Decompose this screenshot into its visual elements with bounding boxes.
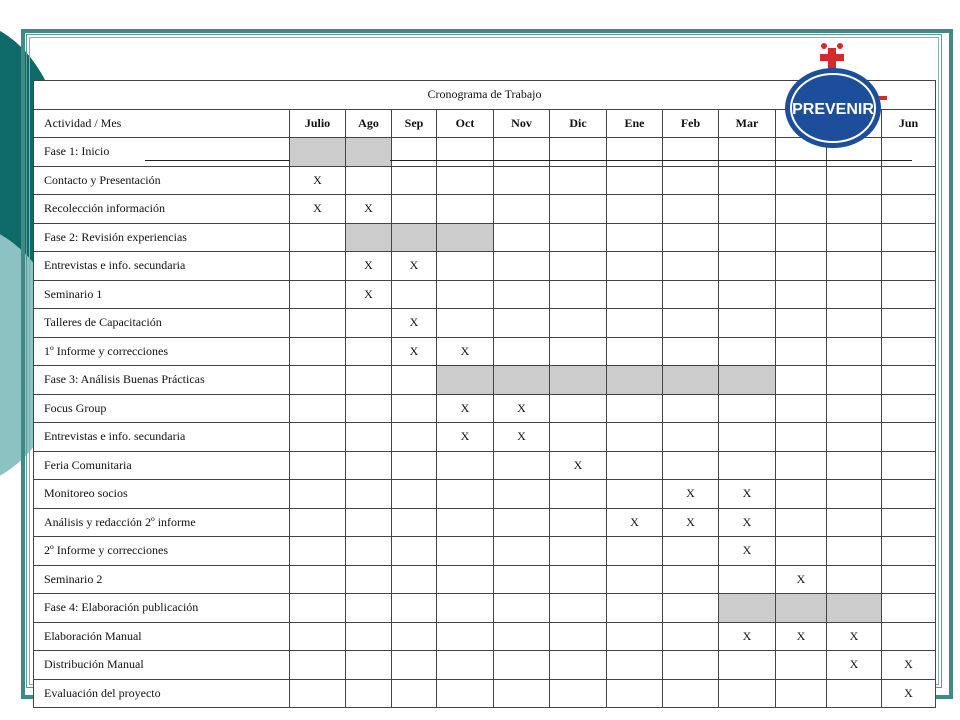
schedule-cell: [290, 394, 346, 423]
schedule-cell: [607, 337, 663, 366]
schedule-cell: [550, 280, 607, 309]
schedule-cell: [437, 309, 494, 338]
schedule-cell: [392, 537, 437, 566]
schedule-cell: [607, 451, 663, 480]
phase-shade-cell: [346, 223, 392, 252]
phase-shade-cell: [392, 223, 437, 252]
schedule-cell: [827, 309, 882, 338]
schedule-cell: [392, 451, 437, 480]
schedule-cell: [346, 651, 392, 680]
activity-label: Análisis y redacción 2º informe: [34, 508, 290, 537]
schedule-cell: [550, 480, 607, 509]
schedule-cell: [392, 565, 437, 594]
schedule-cell: [550, 508, 607, 537]
schedule-cell: [882, 337, 936, 366]
activity-row: [34, 679, 936, 708]
schedule-cell: [494, 651, 550, 680]
schedule-mark: X: [346, 280, 392, 309]
activity-row: [34, 537, 936, 566]
activity-label: Elaboración Manual: [34, 622, 290, 651]
schedule-cell: [392, 651, 437, 680]
activity-label: Focus Group: [34, 394, 290, 423]
schedule-cell: [392, 480, 437, 509]
schedule-cell: [494, 337, 550, 366]
schedule-cell: [776, 280, 827, 309]
schedule-cell: [437, 565, 494, 594]
activity-row: [34, 166, 936, 195]
schedule-cell: [719, 309, 776, 338]
phase-shade-cell: [827, 594, 882, 623]
schedule-cell: [827, 423, 882, 452]
schedule-cell: [607, 651, 663, 680]
schedule-cell: [290, 366, 346, 395]
schedule-cell: [437, 679, 494, 708]
header-month: Mar: [719, 109, 776, 138]
activity-row: [34, 337, 936, 366]
schedule-cell: [607, 166, 663, 195]
schedule-cell: [827, 508, 882, 537]
schedule-mark: X: [346, 195, 392, 224]
schedule-cell: [663, 423, 719, 452]
schedule-cell: [776, 309, 827, 338]
activity-row: [34, 508, 936, 537]
schedule-cell: [719, 138, 776, 167]
schedule-cell: [882, 223, 936, 252]
schedule-cell: [663, 195, 719, 224]
schedule-cell: [882, 195, 936, 224]
schedule-cell: [827, 451, 882, 480]
phase-label: Fase 3: Análisis Buenas Prácticas: [34, 366, 290, 395]
header-month: Jun: [882, 109, 936, 138]
schedule-cell: [719, 280, 776, 309]
schedule-cell: [663, 252, 719, 281]
header-month: Ene: [607, 109, 663, 138]
phase-label: Fase 1: Inicio: [34, 138, 290, 167]
schedule-cell: [776, 394, 827, 423]
phase-underline: [145, 160, 290, 161]
phase-shade-cell: [437, 366, 494, 395]
schedule-cell: [663, 565, 719, 594]
schedule-cell: [607, 594, 663, 623]
schedule-cell: [607, 679, 663, 708]
schedule-cell: [290, 280, 346, 309]
header-month: Feb: [663, 109, 719, 138]
schedule-cell: [346, 451, 392, 480]
schedule-cell: [550, 594, 607, 623]
activity-label: Contacto y Presentación: [34, 166, 290, 195]
schedule-cell: [437, 508, 494, 537]
schedule-cell: [719, 195, 776, 224]
schedule-mark: X: [290, 195, 346, 224]
schedule-cell: [437, 651, 494, 680]
schedule-cell: [392, 366, 437, 395]
schedule-mark: X: [663, 508, 719, 537]
activity-label: Seminario 1: [34, 280, 290, 309]
activity-label: Entrevistas e info. secundaria: [34, 252, 290, 281]
schedule-cell: [776, 480, 827, 509]
schedule-cell: [776, 366, 827, 395]
schedule-cell: [392, 166, 437, 195]
schedule-cell: [607, 309, 663, 338]
schedule-cell: [776, 537, 827, 566]
schedule-mark: X: [392, 337, 437, 366]
schedule-mark: X: [550, 451, 607, 480]
schedule-cell: [290, 223, 346, 252]
schedule-cell: [346, 679, 392, 708]
schedule-cell: [882, 166, 936, 195]
schedule-cell: [827, 480, 882, 509]
schedule-cell: [882, 280, 936, 309]
schedule-cell: [663, 394, 719, 423]
schedule-mark: X: [290, 166, 346, 195]
schedule-cell: [346, 309, 392, 338]
schedule-cell: [392, 195, 437, 224]
phase-shade-cell: [776, 594, 827, 623]
activity-row: [34, 622, 936, 651]
schedule-cell: [607, 423, 663, 452]
schedule-cell: [882, 394, 936, 423]
activity-label: Seminario 2: [34, 565, 290, 594]
schedule-cell: [882, 423, 936, 452]
schedule-cell: [550, 252, 607, 281]
activity-row: [34, 451, 936, 480]
schedule-cell: [550, 309, 607, 338]
phase-shade-cell: [719, 594, 776, 623]
schedule-cell: [719, 223, 776, 252]
schedule-cell: [290, 423, 346, 452]
schedule-cell: [550, 537, 607, 566]
schedule-cell: [290, 565, 346, 594]
schedule-cell: [719, 337, 776, 366]
schedule-cell: [607, 138, 663, 167]
schedule-cell: [882, 480, 936, 509]
schedule-cell: [719, 679, 776, 708]
schedule-cell: [437, 480, 494, 509]
schedule-cell: [663, 451, 719, 480]
activity-row: [34, 394, 936, 423]
schedule-cell: [290, 337, 346, 366]
activity-row: [34, 280, 936, 309]
schedule-cell: [719, 651, 776, 680]
schedule-cell: [663, 166, 719, 195]
schedule-cell: [776, 166, 827, 195]
schedule-cell: [607, 480, 663, 509]
activity-row: [34, 480, 936, 509]
schedule-cell: [346, 508, 392, 537]
schedule-cell: [392, 138, 437, 167]
schedule-cell: [494, 480, 550, 509]
schedule-mark: X: [663, 480, 719, 509]
schedule-cell: [550, 394, 607, 423]
schedule-cell: [663, 537, 719, 566]
phase-row: [34, 594, 936, 623]
schedule-cell: [290, 309, 346, 338]
schedule-cell: [663, 280, 719, 309]
schedule-mark: X: [827, 622, 882, 651]
activity-label: 2º Informe y correcciones: [34, 537, 290, 566]
schedule-cell: [827, 565, 882, 594]
schedule-cell: [882, 508, 936, 537]
schedule-mark: X: [882, 679, 936, 708]
schedule-cell: [719, 565, 776, 594]
schedule-cell: [827, 337, 882, 366]
header-month: Ago: [346, 109, 392, 138]
schedule-table: [33, 80, 936, 708]
prevenir-logo: [783, 40, 887, 152]
schedule-cell: [550, 223, 607, 252]
schedule-cell: [550, 565, 607, 594]
schedule-cell: [607, 252, 663, 281]
schedule-cell: [827, 252, 882, 281]
schedule-mark: X: [882, 651, 936, 680]
activity-row: [34, 309, 936, 338]
schedule-cell: [882, 309, 936, 338]
header-month: Sep: [392, 109, 437, 138]
schedule-cell: [392, 280, 437, 309]
schedule-cell: [776, 651, 827, 680]
schedule-cell: [607, 394, 663, 423]
phase-label: Fase 4: Elaboración publicación: [34, 594, 290, 623]
activity-label: Feria Comunitaria: [34, 451, 290, 480]
activity-label: Distribución Manual: [34, 651, 290, 680]
schedule-mark: X: [494, 423, 550, 452]
schedule-cell: [607, 195, 663, 224]
schedule-cell: [776, 252, 827, 281]
schedule-cell: [346, 480, 392, 509]
activity-label: Recolección información: [34, 195, 290, 224]
schedule-mark: X: [392, 252, 437, 281]
schedule-cell: [437, 252, 494, 281]
schedule-cell: [882, 366, 936, 395]
schedule-mark: X: [607, 508, 663, 537]
phase-shade-cell: [290, 138, 346, 167]
schedule-cell: [494, 195, 550, 224]
phase-shade-cell: [494, 366, 550, 395]
activity-label: Entrevistas e info. secundaria: [34, 423, 290, 452]
schedule-cell: [346, 622, 392, 651]
schedule-cell: [882, 565, 936, 594]
schedule-cell: [437, 166, 494, 195]
schedule-cell: [607, 223, 663, 252]
schedule-cell: [392, 394, 437, 423]
schedule-cell: [663, 337, 719, 366]
schedule-mark: X: [346, 252, 392, 281]
schedule-cell: [437, 537, 494, 566]
schedule-cell: [494, 508, 550, 537]
schedule-cell: [827, 394, 882, 423]
schedule-cell: [550, 138, 607, 167]
header-month: Oct: [437, 109, 494, 138]
schedule-cell: [882, 537, 936, 566]
schedule-cell: [776, 195, 827, 224]
schedule-cell: [494, 309, 550, 338]
schedule-cell: [776, 451, 827, 480]
phase-shade-cell: [719, 366, 776, 395]
schedule-cell: [776, 337, 827, 366]
schedule-cell: [882, 451, 936, 480]
schedule-cell: [494, 138, 550, 167]
phase-label: Fase 2: Revisión experiencias: [34, 223, 290, 252]
schedule-cell: [494, 166, 550, 195]
schedule-cell: [827, 679, 882, 708]
schedule-cell: [882, 138, 936, 167]
schedule-cell: [663, 679, 719, 708]
schedule-cell: [290, 480, 346, 509]
schedule-cell: [776, 508, 827, 537]
schedule-mark: X: [437, 423, 494, 452]
schedule-mark: X: [494, 394, 550, 423]
schedule-cell: [663, 594, 719, 623]
phase-shade-cell: [550, 366, 607, 395]
schedule-cell: [494, 252, 550, 281]
schedule-cell: [346, 337, 392, 366]
schedule-cell: [437, 280, 494, 309]
schedule-cell: [290, 622, 346, 651]
logo-text: PREVENIR: [792, 101, 874, 118]
schedule-cell: [290, 451, 346, 480]
schedule-cell: [607, 622, 663, 651]
activity-row: [34, 565, 936, 594]
schedule-cell: [776, 223, 827, 252]
phase-shade-cell: [663, 366, 719, 395]
schedule-cell: [663, 223, 719, 252]
schedule-cell: [346, 166, 392, 195]
schedule-cell: [494, 223, 550, 252]
phase-row: [34, 366, 936, 395]
phase-underline: [390, 160, 912, 161]
schedule-cell: [550, 166, 607, 195]
schedule-cell: [346, 423, 392, 452]
schedule-mark: X: [719, 622, 776, 651]
schedule-cell: [392, 622, 437, 651]
schedule-cell: [663, 651, 719, 680]
schedule-mark: X: [776, 622, 827, 651]
schedule-cell: [494, 565, 550, 594]
schedule-cell: [392, 594, 437, 623]
activity-row: [34, 195, 936, 224]
schedule-cell: [494, 622, 550, 651]
schedule-cell: [776, 679, 827, 708]
schedule-cell: [827, 195, 882, 224]
schedule-cell: [437, 451, 494, 480]
schedule-cell: [494, 280, 550, 309]
schedule-cell: [827, 223, 882, 252]
schedule-cell: [882, 252, 936, 281]
phase-shade-cell: [607, 366, 663, 395]
schedule-cell: [290, 252, 346, 281]
schedule-cell: [494, 594, 550, 623]
schedule-cell: [719, 252, 776, 281]
schedule-cell: [607, 537, 663, 566]
schedule-cell: [290, 651, 346, 680]
schedule-cell: [550, 679, 607, 708]
schedule-cell: [882, 594, 936, 623]
activity-label: Evaluación del proyecto: [34, 679, 290, 708]
schedule-cell: [290, 594, 346, 623]
phase-row: [34, 223, 936, 252]
schedule-cell: [494, 679, 550, 708]
schedule-cell: [392, 679, 437, 708]
phase-shade-cell: [346, 138, 392, 167]
activity-row: [34, 252, 936, 281]
schedule-cell: [437, 622, 494, 651]
schedule-cell: [719, 166, 776, 195]
schedule-mark: X: [719, 508, 776, 537]
activity-label: 1º Informe y correcciones: [34, 337, 290, 366]
schedule-mark: X: [719, 480, 776, 509]
schedule-cell: [346, 594, 392, 623]
schedule-cell: [346, 537, 392, 566]
activity-row: [34, 651, 936, 680]
activity-label: Monitoreo socios: [34, 480, 290, 509]
schedule-mark: X: [827, 651, 882, 680]
schedule-cell: [437, 195, 494, 224]
activity-label: Talleres de Capacitación: [34, 309, 290, 338]
schedule-cell: [663, 309, 719, 338]
header-month: Julio: [290, 109, 346, 138]
schedule-cell: [437, 594, 494, 623]
schedule-mark: X: [437, 394, 494, 423]
activity-row: [34, 423, 936, 452]
schedule-mark: X: [719, 537, 776, 566]
schedule-cell: [550, 622, 607, 651]
schedule-cell: [550, 195, 607, 224]
schedule-cell: [550, 651, 607, 680]
schedule-cell: [719, 451, 776, 480]
header-month: Dic: [550, 109, 607, 138]
table-title: Cronograma de Trabajo: [34, 81, 936, 110]
schedule-cell: [607, 280, 663, 309]
schedule-cell: [719, 394, 776, 423]
schedule-cell: [494, 451, 550, 480]
schedule-mark: X: [392, 309, 437, 338]
schedule-cell: [494, 537, 550, 566]
schedule-cell: [437, 138, 494, 167]
schedule-cell: [346, 565, 392, 594]
schedule-cell: [719, 423, 776, 452]
schedule-cell: [392, 423, 437, 452]
schedule-cell: [346, 394, 392, 423]
schedule-cell: [827, 166, 882, 195]
schedule-cell: [827, 366, 882, 395]
schedule-cell: [346, 366, 392, 395]
schedule-cell: [827, 537, 882, 566]
schedule-cell: [827, 280, 882, 309]
header-month: Nov: [494, 109, 550, 138]
schedule-mark: X: [776, 565, 827, 594]
schedule-cell: [776, 423, 827, 452]
schedule-cell: [882, 622, 936, 651]
header-activity: Actividad / Mes: [34, 109, 290, 138]
schedule-cell: [290, 508, 346, 537]
schedule-cell: [392, 508, 437, 537]
schedule-cell: [550, 337, 607, 366]
schedule-cell: [290, 679, 346, 708]
schedule-cell: [663, 138, 719, 167]
schedule-mark: X: [437, 337, 494, 366]
schedule-cell: [607, 565, 663, 594]
schedule-cell: [550, 423, 607, 452]
schedule-cell: [663, 622, 719, 651]
schedule-cell: [290, 537, 346, 566]
phase-shade-cell: [437, 223, 494, 252]
